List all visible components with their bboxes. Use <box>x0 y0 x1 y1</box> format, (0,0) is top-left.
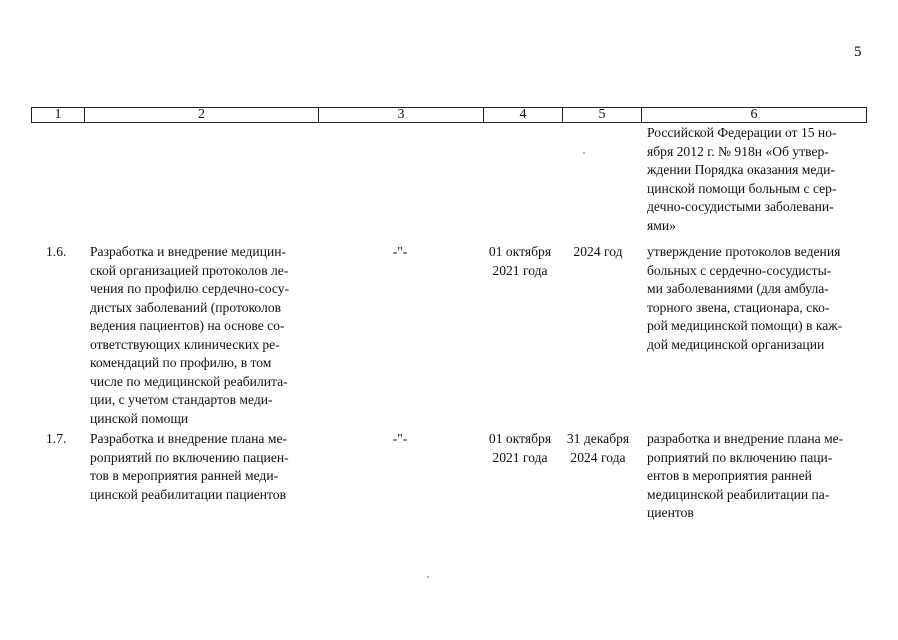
text-line: комендаций по профилю, в том <box>90 355 272 370</box>
end-date <box>560 243 636 262</box>
text-line: роприятий по включению паци- <box>647 449 833 465</box>
start-date <box>478 430 562 467</box>
text-line: ми заболеваниями (для амбула- <box>647 281 829 296</box>
page-number: 5 <box>854 44 862 60</box>
text-line: дечно-сосудистыми заболевани- <box>647 199 834 214</box>
header-col-6: 6 <box>642 108 867 123</box>
text-line: больных с сердечно-сосудисты- <box>647 262 832 278</box>
row-number: 1.7. <box>46 431 67 446</box>
text-line: роприятий по включению пациен- <box>90 449 289 465</box>
end-date-line1: 2024 год <box>573 244 623 259</box>
text-line: цинской помощи <box>90 410 189 426</box>
start-date-line2: 2021 года <box>492 262 548 278</box>
text-line: циентов <box>647 505 694 520</box>
text-line: дой медицинской организации <box>647 336 825 352</box>
text-line: ября 2012 г. № 918н «Об утвер- <box>647 143 829 159</box>
task-text <box>90 243 312 428</box>
text-line: утверждение протоколов ведения <box>647 244 841 259</box>
text-line: Разработка и внедрение плана ме- <box>90 431 288 446</box>
start-date <box>478 243 562 280</box>
text-line: ентов в мероприятия ранней <box>647 468 812 483</box>
row-number: 1.6. <box>46 244 67 259</box>
header-col-2: 2 <box>85 108 319 123</box>
text-line: ской организацией протоколов ле- <box>90 262 289 278</box>
text-line: Разработка и внедрение медицин- <box>90 244 287 259</box>
text-line: ответствующих клинических ре- <box>90 336 280 352</box>
start-date-line1: 01 октября <box>488 244 552 259</box>
scan-speck <box>427 576 429 578</box>
text-line: разработка и внедрение плана ме- <box>647 431 844 446</box>
result-text <box>647 430 860 523</box>
header-col-3: 3 <box>319 108 484 123</box>
text-line: рой медицинской помощи) в каж- <box>647 318 843 333</box>
end-date-line2: 2024 года <box>570 449 626 465</box>
responsible: -"- <box>392 244 408 259</box>
text-line: медицинской реабилитации па- <box>647 486 830 502</box>
result-text <box>647 243 860 354</box>
text-line: ции, с учетом стандартов меди- <box>90 392 273 407</box>
text-line: торного звена, стационара, ско- <box>647 299 830 315</box>
text-line: ведения пациентов) на основе со- <box>90 318 285 333</box>
header-col-1: 1 <box>32 108 85 123</box>
text-line: ями» <box>647 217 676 233</box>
text-line: цинской помощи больным с сер- <box>647 180 837 196</box>
task-text <box>90 430 312 504</box>
end-date <box>560 430 636 467</box>
header-col-4: 4 <box>484 108 563 123</box>
text-line: ждении Порядка оказания меди- <box>647 162 835 177</box>
text-line: Российской Федерации от 15 но- <box>647 125 837 140</box>
column-number-header <box>31 107 867 123</box>
text-line: цинской реабилитации пациентов <box>90 486 287 502</box>
header-col-5: 5 <box>563 108 642 123</box>
text-line: чения по профилю сердечно-сосу- <box>90 281 290 296</box>
end-date-line1: 31 декабря <box>566 431 630 446</box>
text-line: тов в мероприятия ранней меди- <box>90 468 279 483</box>
text-line: дистых заболеваний (протоколов <box>90 299 282 315</box>
continuation-text <box>647 124 860 235</box>
start-date-line1: 01 октября <box>488 431 552 446</box>
scan-speck <box>583 152 585 154</box>
start-date-line2: 2021 года <box>492 449 548 465</box>
text-line: числе по медицинской реабилита- <box>90 373 288 389</box>
responsible: -"- <box>392 431 408 446</box>
